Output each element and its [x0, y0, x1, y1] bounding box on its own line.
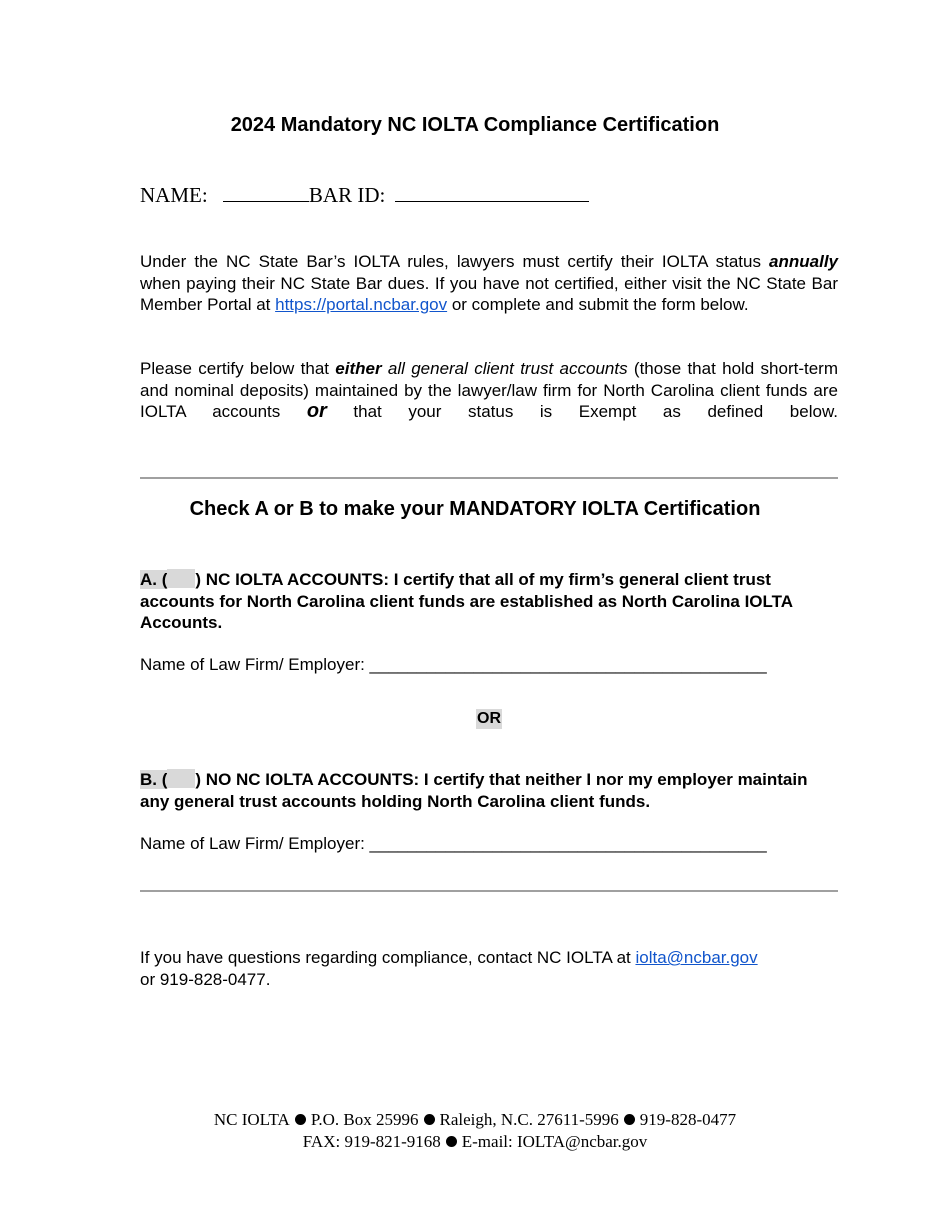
- option-a-checkbox[interactable]: [167, 569, 195, 588]
- footer-city: Raleigh, N.C. 27611-5996: [439, 1110, 619, 1129]
- name-bar-row: [140, 181, 589, 209]
- page-title: 2024 Mandatory NC IOLTA Compliance Certification: [230, 114, 720, 136]
- divider-top: [140, 477, 838, 479]
- intro-text: that your status is Exempt as defined below.: [326, 402, 838, 421]
- contact-text: If you have questions regarding compliance, contact NC IOLTA at: [140, 948, 636, 967]
- all-accounts-emphasis: all general client trust accounts: [381, 359, 628, 378]
- footer-line-1: [0, 1109, 950, 1131]
- intro-text: Please certify below that: [140, 359, 336, 378]
- option-b-text: NO NC IOLTA ACCOUNTS: I certify that neither I nor my employer maintain any general trust accounts holding North Carolina client funds.: [140, 770, 808, 811]
- option-a-firm-field[interactable]: Name of Law Firm/ Employer: __________________________________________: [140, 655, 767, 674]
- option-b-suffix: ): [195, 770, 202, 789]
- email-link[interactable]: iolta@ncbar.gov: [635, 948, 758, 967]
- divider-bottom: [140, 890, 838, 892]
- bullet-icon: [624, 1114, 635, 1125]
- intro-text: (those that hold short-term and nominal deposits) maintained by the lawyer/law firm for North Carolina client funds are IOLTA accounts: [140, 359, 839, 421]
- bullet-icon: [295, 1114, 306, 1125]
- intro-text: when paying their NC State Bar dues. If you have not certified, either visit the NC State Bar Member Portal at: [140, 273, 838, 314]
- option-a: [140, 569, 838, 634]
- portal-link[interactable]: https://portal.ncbar.gov: [275, 295, 448, 314]
- intro-text: or complete and submit the form below.: [447, 295, 749, 314]
- option-b-checkbox[interactable]: [167, 769, 195, 788]
- footer-org: NC IOLTA: [213, 1110, 290, 1129]
- option-a-text: NC IOLTA ACCOUNTS: I certify that all of my firm’s general client trust accounts for North Carolina client funds are established as North Carolina IOLTA Accounts.: [140, 570, 793, 632]
- annually-emphasis: annually: [769, 252, 838, 271]
- name-field[interactable]: [223, 181, 309, 202]
- intro-paragraph-2: [140, 358, 838, 423]
- footer-phone: 919-828-0477: [639, 1110, 737, 1129]
- option-b: [140, 769, 838, 812]
- either-emphasis: either: [335, 359, 382, 378]
- option-b-prefix: B. (: [140, 770, 168, 789]
- footer-line-2: [0, 1131, 950, 1153]
- footer-fax: FAX: 919-821-9168: [302, 1132, 441, 1151]
- option-a-suffix: ): [195, 570, 202, 589]
- bullet-icon: [424, 1114, 435, 1125]
- contact-phone: or 919-828-0477.: [140, 969, 271, 989]
- option-a-prefix: A. (: [140, 570, 168, 589]
- name-label: NAME:: [140, 183, 208, 207]
- contact-paragraph: [140, 947, 838, 990]
- footer-po-box: P.O. Box 25996: [310, 1110, 419, 1129]
- intro-text: Under the NC State Bar’s IOLTA rules, lawyers must certify their IOLTA status: [140, 252, 761, 271]
- or-separator: OR: [477, 710, 501, 727]
- certification-heading: Check A or B to make your MANDATORY IOLTA Certification: [189, 498, 761, 520]
- intro-paragraph-1: [140, 251, 838, 316]
- bullet-icon: [446, 1136, 457, 1147]
- footer-email: E-mail: IOLTA@ncbar.gov: [461, 1132, 648, 1151]
- bar-id-label: BAR ID:: [308, 183, 386, 207]
- option-b-firm-field[interactable]: Name of Law Firm/ Employer: __________________________________________: [140, 834, 767, 853]
- bar-id-field[interactable]: [395, 181, 589, 202]
- or-emphasis: or: [306, 400, 327, 422]
